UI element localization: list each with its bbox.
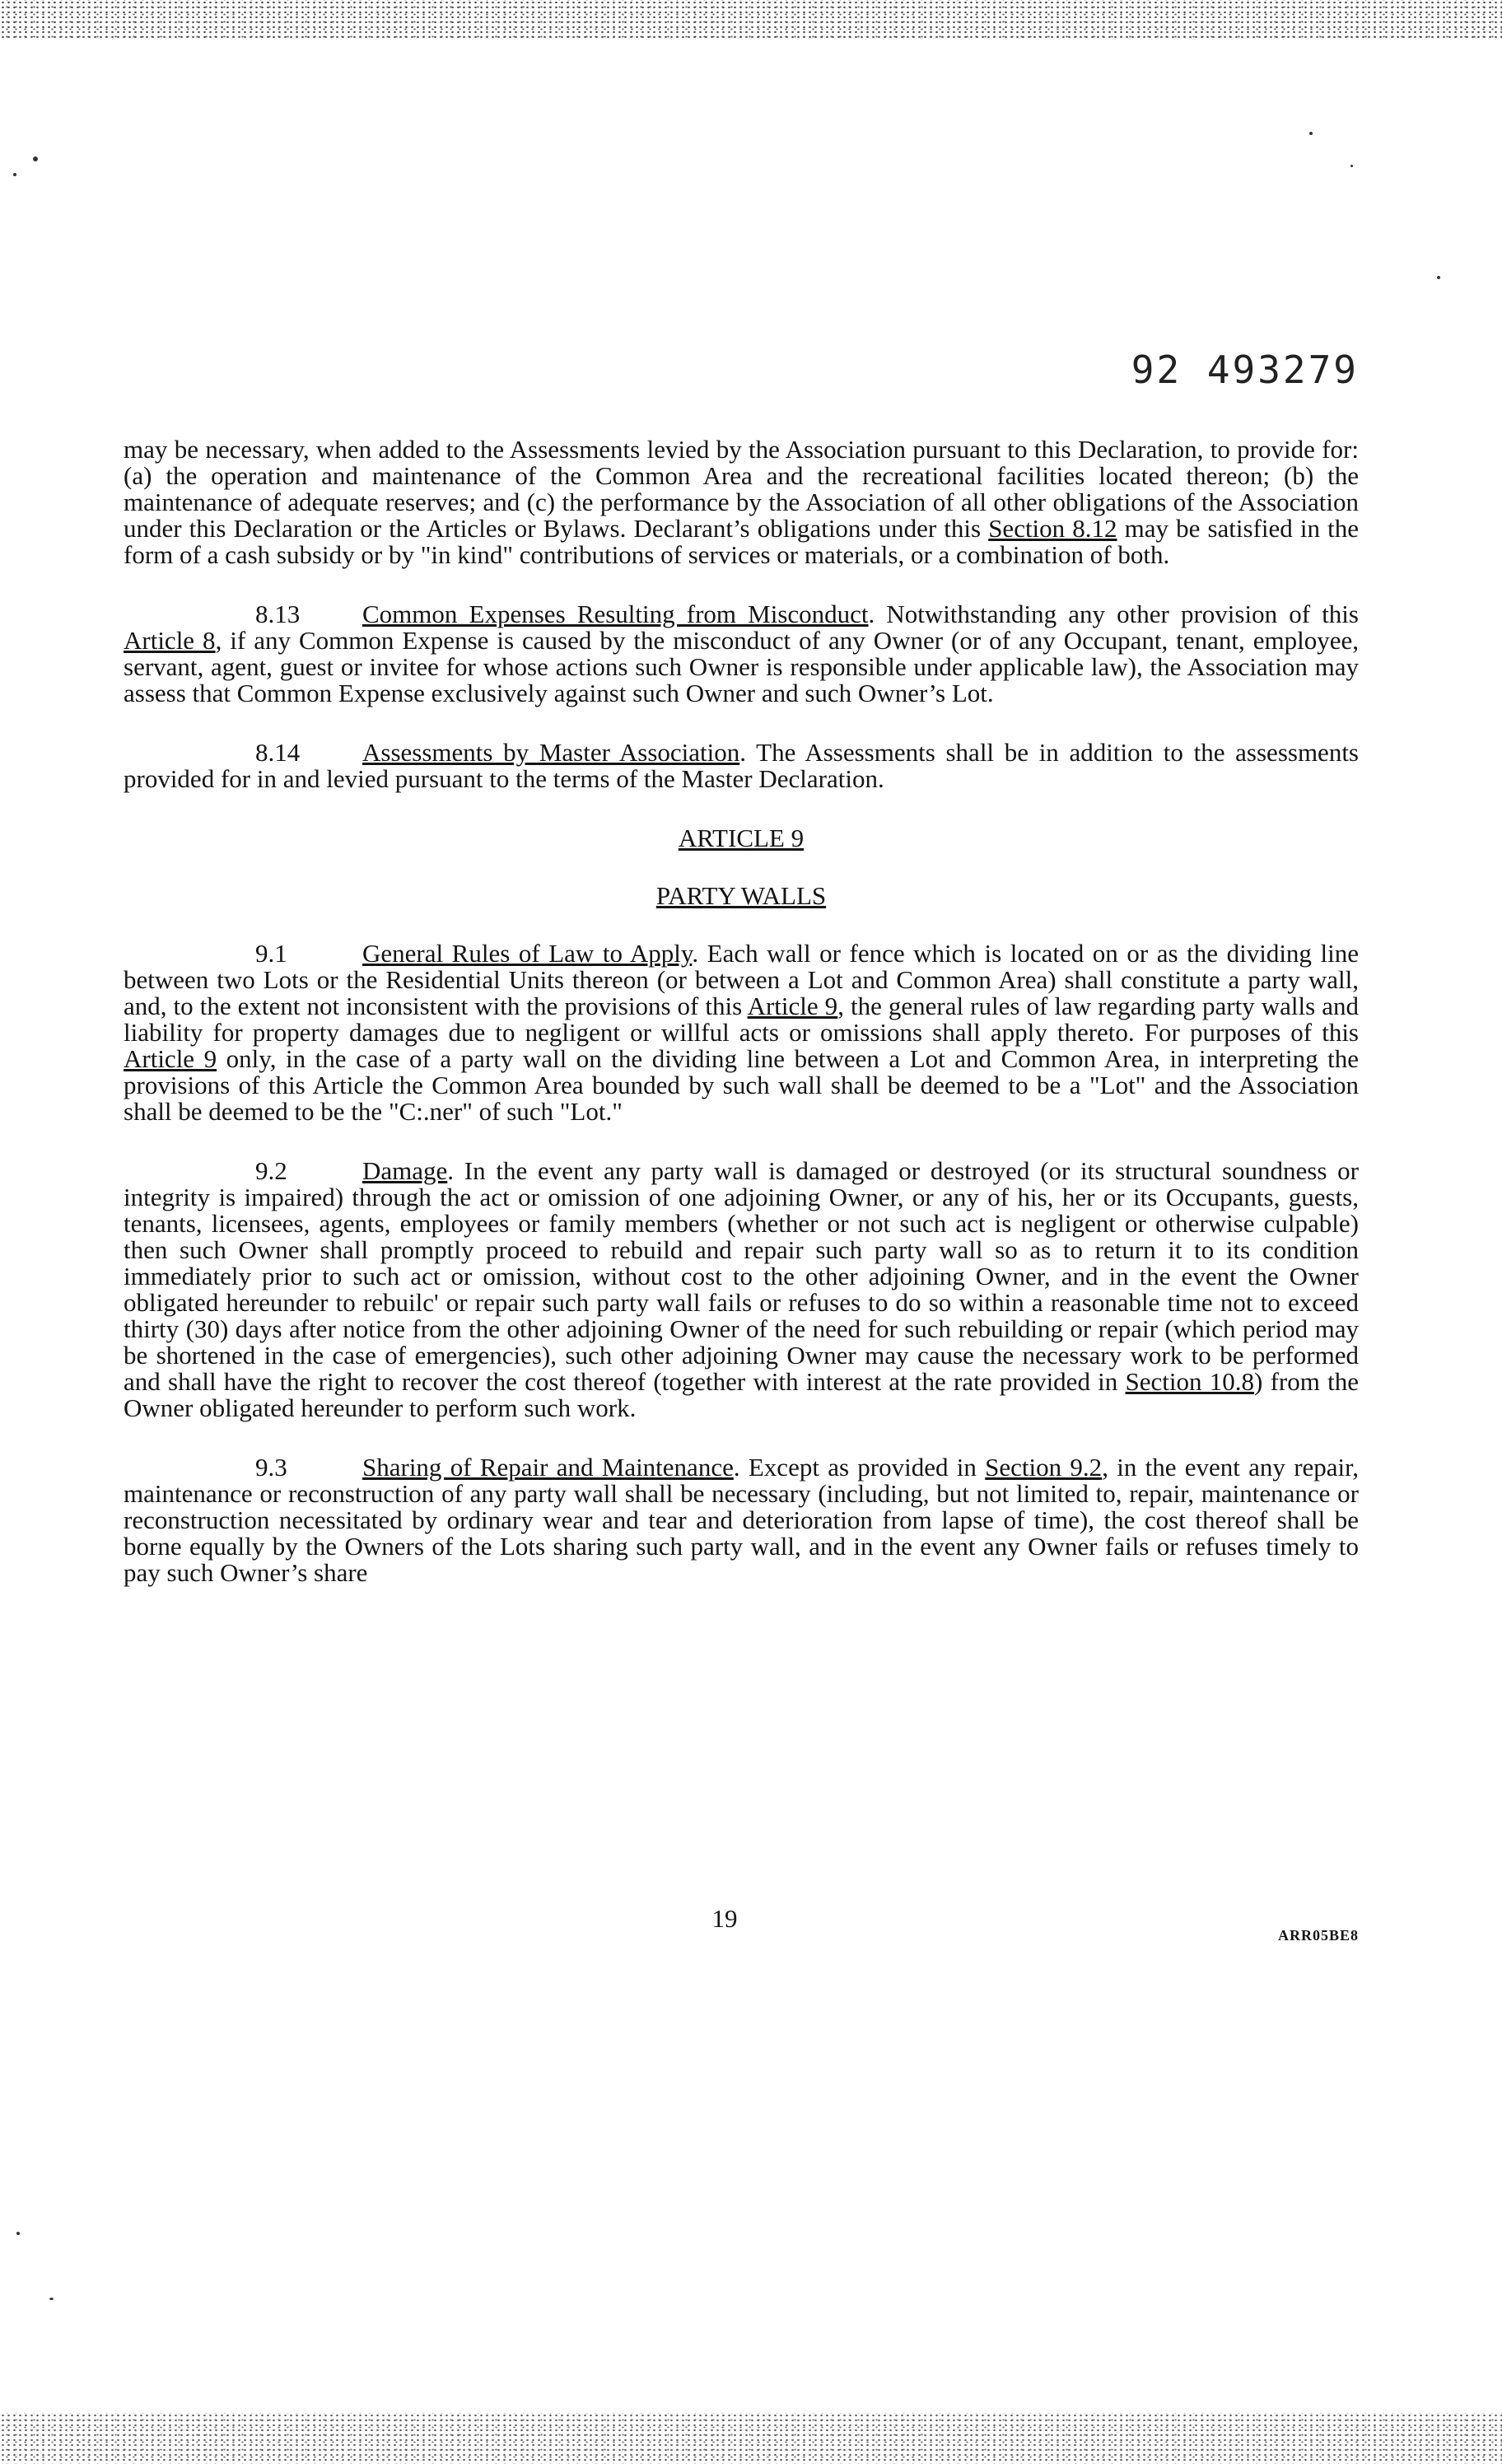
article-title: PARTY WALLS bbox=[655, 881, 827, 910]
document-number: 92 493279 bbox=[1131, 348, 1359, 392]
scan-speck bbox=[1437, 276, 1440, 279]
section-heading: Sharing of Repair and Maintenance bbox=[362, 1453, 734, 1482]
article-heading: ARTICLE 9 bbox=[678, 824, 805, 852]
paragraph-text: , the general rules of law regarding party walls and liability for property damages due to negligent or willful acts or omissions shall apply thereto. For purposes of this bbox=[124, 992, 1359, 1047]
paragraph-text: , if any Common Expense is caused by the misconduct of any Owner (or of any Occupant, tenant, employee, servant, agent, guest or invitee for whose actions such Owner is responsible under applicable law), the Association may assess that Common Expense exclusively against such Owner and such Owner’s Lot. bbox=[124, 626, 1359, 707]
page-number: 19 bbox=[711, 1904, 738, 1933]
section-number: 9.2 bbox=[255, 1156, 287, 1185]
article-reference: Article 9 bbox=[747, 992, 838, 1020]
paragraph-text: , in the event any repair, maintenance or reconstruction of any party wall shall be necessary (including, but not limited to, repair, maintenance or reconstruction necessitated by ordinary wear and tear and deterioration from lapse of time), the cost thereof shall be borne equally by the Owners of the Lots sharing such party wall, and in the event any Owner fails or refuses timely to pay such Owner’s share bbox=[124, 1453, 1359, 1587]
scan-speck bbox=[1350, 165, 1353, 167]
document-body bbox=[124, 436, 1359, 1619]
section-heading: Assessments by Master Association bbox=[362, 738, 740, 767]
section-reference: Section 8.12 bbox=[988, 514, 1117, 543]
paragraph-text: . In the event any party wall is damaged or destroyed (or its structural soundness or integrity is impaired) through the act or omission of one adjoining Owner, or any of his, her or its Occupants, guests, tenants, licensees, agents, employees or family members (whether or not such act is negligent or otherwise culpable) then such Owner shall promptly proceed to rebuild and repair such party wall so as to return it to its condition immediately prior to such act or omission, without cost to the other adjoining Owner, and in the event the Owner obligated hereunder to rebuilc' or repair such party wall fails or refuses to do so within a reasonable time not to exceed thirty (30) days after notice from the other adjoining Owner of the need for such rebuilding or repair (which period may be shortened in the case of emergencies), such other adjoining Owner may cause the necessary work to be performed and shall have the right to recover the cost thereof (together with interest at the rate provided in bbox=[124, 1156, 1359, 1396]
paragraph-text: ) from the Owner obligated hereunder to perform such work. bbox=[124, 1367, 1359, 1422]
section-9-1 bbox=[124, 940, 1359, 1125]
section-number: 8.13 bbox=[255, 600, 301, 628]
scan-speck bbox=[49, 2298, 54, 2300]
section-heading: Damage bbox=[362, 1156, 448, 1185]
scan-speck bbox=[33, 156, 38, 161]
section-heading: Common Expenses Resulting from Misconduct bbox=[362, 600, 869, 628]
scan-noise-bottom bbox=[0, 2413, 1502, 2464]
scan-speck bbox=[1309, 132, 1313, 135]
scan-noise-top bbox=[0, 0, 1502, 38]
article-reference: Article 9 bbox=[124, 1044, 217, 1073]
paragraph-text: may be necessary, when added to the Assessments levied by the Association pursuant to this Declaration, to provide for: (a) the operation and maintenance of the Common Area and the recreational facilities located thereon; (b) the maintenance of adequate reserves; and (c) the performance by the Association of all other obligations of the Association under this Declaration or the Articles or Bylaws. Declarant’s obligations under this bbox=[124, 435, 1359, 543]
section-9-3 bbox=[124, 1454, 1359, 1586]
paragraph-text: only, in the case of a party wall on the dividing line between a Lot and Common Area, in interpreting the provisions of this Article the Common Area bounded by such wall shall be deemed to be a "Lot" and the Association shall be deemed to be the "C:.ner" of such "Lot." bbox=[124, 1044, 1359, 1126]
section-heading: General Rules of Law to Apply bbox=[362, 939, 693, 968]
section-reference: Section 9.2 bbox=[985, 1453, 1103, 1482]
paragraph-text: . Each wall or fence which is located on or as the dividing line between two Lots or the Residential Units thereon (or between a Lot and Common Area) shall constitute a party wall, and, to the extent not inconsistent with the provisions of this bbox=[124, 939, 1359, 1020]
section-8-13 bbox=[124, 601, 1359, 707]
scan-speck bbox=[13, 173, 16, 176]
paragraph-continuation bbox=[124, 436, 1359, 568]
paragraph-text: . Except as provided in bbox=[733, 1453, 986, 1482]
section-number: 9.3 bbox=[255, 1453, 287, 1482]
paragraph-text: may be satisfied in the form of a cash subsidy or by "in kind" contributions of services or materials, or a combination of both. bbox=[124, 514, 1359, 569]
section-8-14 bbox=[124, 740, 1359, 792]
paragraph-text: . The Assessments shall be in addition to the assessments provided for in and levied pursuant to the terms of the Master Declaration. bbox=[124, 738, 1359, 793]
article-reference: Article 8 bbox=[124, 626, 216, 655]
paragraph-text: . Notwithstanding any other provision of this bbox=[868, 600, 1359, 628]
section-reference: Section 10.8 bbox=[1125, 1367, 1255, 1396]
section-number: 9.1 bbox=[255, 939, 287, 968]
document-code: ARR05BE8 bbox=[1277, 1927, 1359, 1944]
scan-speck bbox=[16, 2232, 20, 2235]
section-9-2 bbox=[124, 1158, 1359, 1421]
section-number: 8.14 bbox=[255, 738, 301, 767]
